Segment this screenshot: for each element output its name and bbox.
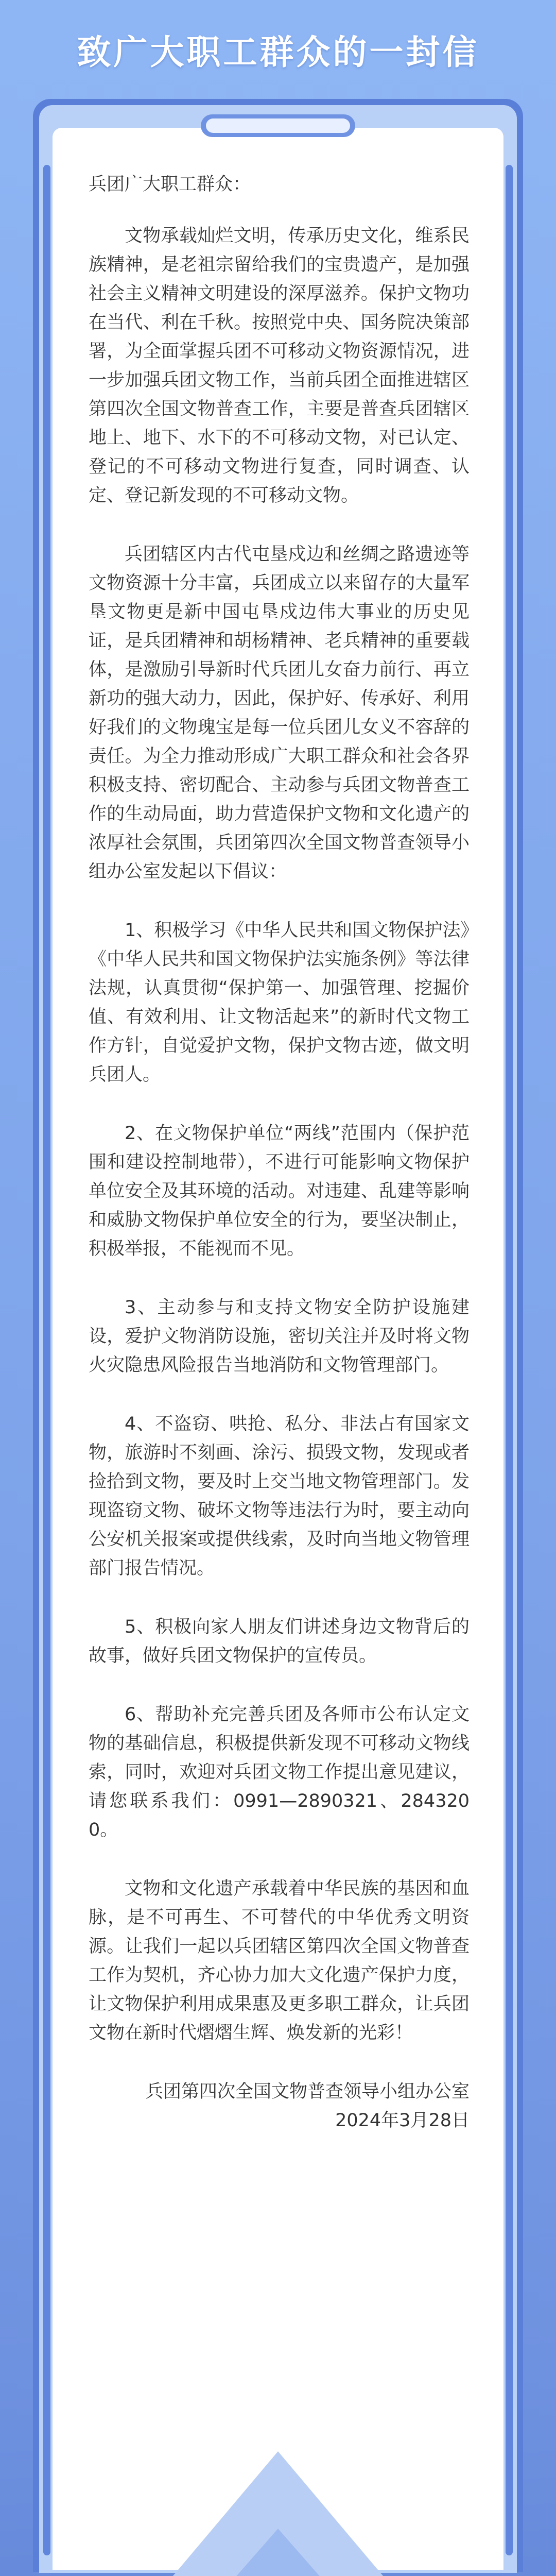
frame-right-bar <box>506 165 513 2555</box>
letter-signature: 兵团第四次全国文物普查领导小组办公室 <box>145 2081 470 2102</box>
letter-paragraph-closing: 文物和文化遗产承载着中华民族的基因和血脉，是不可再生、不可替代的中华优秀文明资源。让我们一起以兵团辖区第四次全国文物普查工作为契机，齐心协力加大文化遗产保护力度，让文物保护利用成果惠及更多职工群众，让兵团文物在新时代熠熠生辉、焕发新的光彩！ <box>89 1878 470 2043</box>
initiative-item-1: 1、积极学习《中华人民共和国文物保护法》《中华人民共和国文物保护法实施条例》等法律法规，认真贯彻“保护第一、加强管理、挖掘价值、有效利用、让文物活起来”的新时代文物工作方针，自觉爱护文物，保护文物古迹，做文明兵团人。 <box>89 920 470 1085</box>
bottom-wave-decoration <box>0 2451 556 2576</box>
initiative-item-6: 6、帮助补充完善兵团及各师市公布认定文物的基础信息，积极提供新发现不可移动文物线索，同时，欢迎对兵团文物工作提出意见建议，请您联系我们：0991—2890321、2843200。 <box>89 1704 470 1840</box>
letter-paragraph-intro: 文物承载灿烂文明，传承历史文化，维系民族精神，是老祖宗留给我们的宝贵遗产，是加强社会主义精神文明建设的深厚滋养。保护文物功在当代、利在千秋。按照党中央、国务院决策部署，为全面掌握兵团不可移动文物资源情况，进一步加强兵团文物工作，当前兵团全面推进辖区第四次全国文物普查工作，主要是普查兵团辖区地上、地下、水下的不可移动文物，对已认定、登记的不可移动文物进行复查，同时调查、认定、登记新发现的不可移动文物。 <box>89 226 470 506</box>
letter-paragraph-background: 兵团辖区内古代屯垦戍边和丝绸之路遗迹等文物资源十分丰富，兵团成立以来留存的大量军垦文物更是新中国屯垦戍边伟大事业的历史见证，是兵团精神和胡杨精神、老兵精神的重要载体，是激励引导新时代兵团儿女奋力前行、再立新功的强大动力，因此，保护好、传承好、利用好我们的文物瑰宝是每一位兵团儿女义不容辞的责任。为全力推动形成广大职工群众和社会各界积极支持、密切配合、主动参与兵团文物普查工作的生动局面，助力营造保护文物和文化遗产的浓厚社会氛围，兵团第四次全国文物普查领导小组办公室发起以下倡议： <box>89 544 470 882</box>
frame-left-bar <box>43 165 50 2555</box>
initiative-item-4: 4、不盗窃、哄抢、私分、非法占有国家文物，旅游时不刻画、涂污、损毁文物，发现或者捡拾到文物，要及时上交当地文物管理部门。发现盗窃文物、破坏文物等违法行为时，要主动向公安机关报案或提供线索，及时向当地文物管理部门报告情况。 <box>89 1414 470 1579</box>
page-title: 致广大职工群众的一封信 <box>77 32 479 72</box>
initiative-item-3: 3、主动参与和支持文物安全防护设施建设，爱护文物消防设施，密切关注并及时将文物火灾隐患风险报告当地消防和文物管理部门。 <box>89 1297 470 1376</box>
initiative-item-5: 5、积极向家人朋友们讲述身边文物背后的故事，做好兵团文物保护的宣传员。 <box>89 1617 470 1666</box>
paper-clip-slot <box>206 118 350 133</box>
letter-greeting: 兵团广大职工群众： <box>89 174 251 195</box>
initiative-item-2: 2、在文物保护单位“两线”范围内（保护范围和建设控制地带），不进行可能影响文物保护单位安全及其环境的活动。对违建、乱建等影响和威胁文物保护单位安全的行为，要坚决制止，积极举报，不能视而不见。 <box>89 1123 470 1259</box>
letter-body <box>89 170 470 2135</box>
letter-date: 2024年3月28日 <box>335 2110 470 2131</box>
signature-block <box>89 2077 470 2135</box>
